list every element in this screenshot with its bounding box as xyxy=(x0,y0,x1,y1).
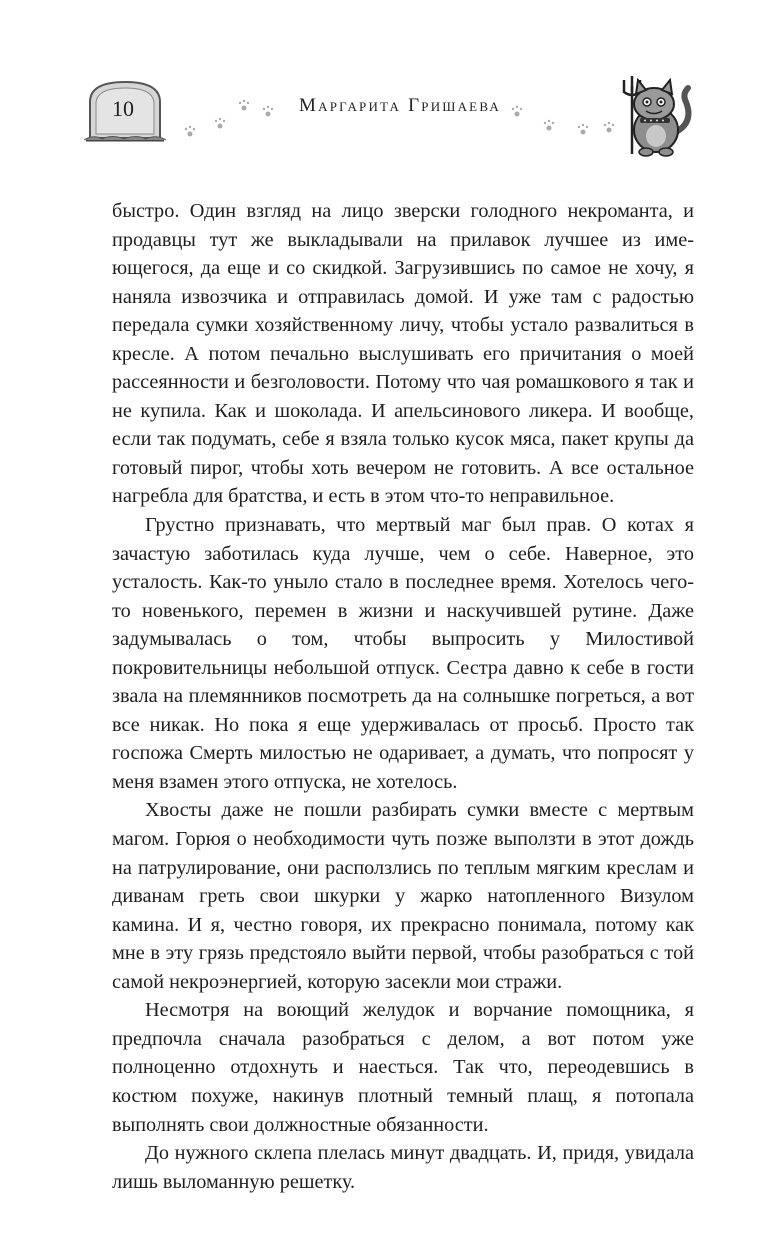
page-body xyxy=(112,197,694,1196)
devil-cat-icon xyxy=(618,72,696,158)
paragraph-4: Несмотря на воющий желудок и ворчание помощника, я предпочла сначала разобраться с делом, а вот потом уже полноценно отдохнуть и наесться. Так что, переодевшись в костюм похуже, накинув плотный темный плащ, я потопала выполнять свои должностные обязанности. xyxy=(112,999,694,1136)
running-header-author: Маргарита Гришаева xyxy=(299,95,501,116)
paragraph-3: Хвосты даже не пошли разбирать сумки вместе с мертвым магом. Горюя о необходимости чуть позже выползти в этот дождь на патрулирование, они расползлись по теплым мягким креслам и диванам греть свои шкурки у жарко натопленного Визулом камина. И я, честно говоря, их прекрасно понимала, потому как мне в эту грязь предстояло выйти первой, чтобы разобраться с той самой некроэнергией, которую засекли мои стражи. xyxy=(112,799,694,993)
paragraph-2: Грустно признавать, что мертвый маг был прав. О котах я зачастую заботилась куда лучше, чем о себе. Наверное, это усталость. Как-то уныло стало в последнее время. Хотелось чего-то новенького, перемен в жизни и наскучившей рутине. Даже задумывалась о том, чтобы выпросить у Милостивой покровительницы небольшой отпуск. Сестра давно к себе в гости звала на племянников посмотреть да на солнышке погреться, а вот все никак. Но пока я еще удерживалась от просьб. Просто так госпожа Смерть милостью не одаривает, а думать, что попросят у меня взамен этого отпуска, не хотелось. xyxy=(112,514,694,793)
page-header xyxy=(0,0,768,160)
page-number: 10 xyxy=(112,96,134,121)
paragraph-1: быстро. Один взгляд на лицо зверски голодного некроманта, и продавцы тут же выкладывали на прилавок лучшее из имеющегося, да еще и со скидкой. Загрузившись по самое не хочу, я наняла извозчика и отправилась домой. И уже там с радостью передала сумки хозяйственному личу, чтобы устало развалиться в кресле. А потом печально выслушивать его причитания о моей рассеянности и безголовости. Потому что чая ромашкового я так и не купила. Как и шоколада. И апельсинового ликера. И вообще, если так подумать, себе я взяла только кусок мяса, пакет крупы да готовый пирог, чтобы хоть вечером не готовить. А все остальное нагребла для братства, и есть в этом что-то неправильное. xyxy=(112,200,694,508)
paragraph-5: До нужного склепа плелась минут двадцать. И, придя, увидала лишь выломанную решетку. xyxy=(112,1142,694,1193)
paw-prints-icon xyxy=(505,94,630,140)
